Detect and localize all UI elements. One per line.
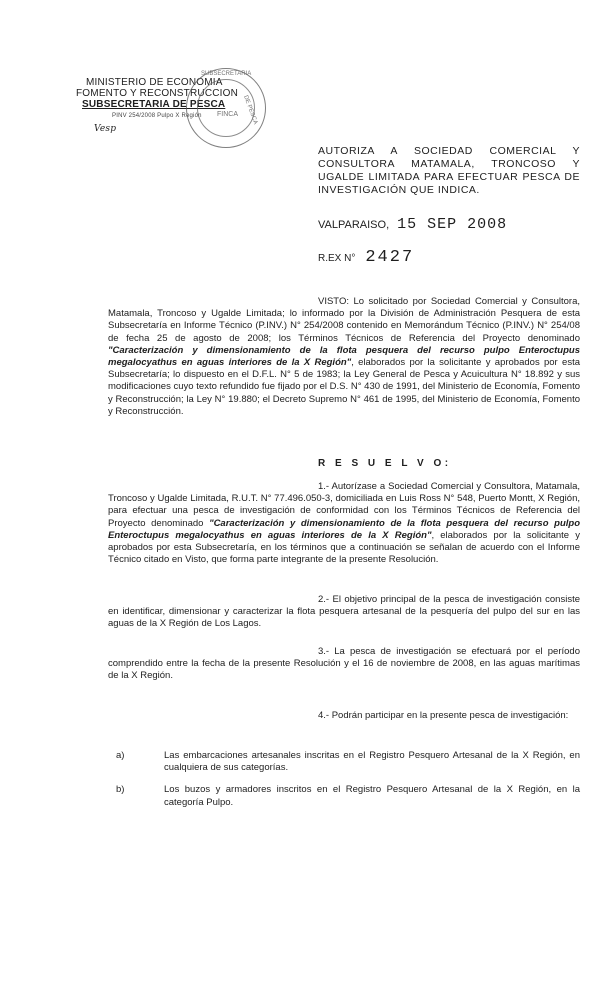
list-marker: a): [116, 750, 125, 761]
visto-label: VISTO:: [318, 296, 349, 307]
resolution-item-2: 2.- El objetivo principal de la pesca de investigación consiste en identificar, dimensionar y caracterizar la flota pesquera artesanal de la pesquería del pulpo del sur en las aguas de la X Región de Los Lagos.: [108, 594, 580, 630]
list-item: [108, 750, 580, 774]
resuelvo-heading: R E S U E L V O:: [318, 458, 452, 469]
document-title: AUTORIZA A SOCIEDAD COMERCIAL Y CONSULTORA MATAMALA, TRONCOSO Y UGALDE LIMITADA PARA EFECTUAR PESCA DE INVESTIGACIÓN QUE INDICA.: [318, 145, 580, 196]
list-item: [108, 784, 580, 808]
date-city: VALPARAISO,: [318, 219, 390, 231]
visto-project-name: "Caracterización y dimensionamiento de la flota pesquera del recurso pulpo Enteroctupus megalocyathus en aguas interiores de la X Región": [108, 344, 580, 369]
ministry-line-2: FOMENTO Y RECONSTRUCCION: [76, 88, 239, 99]
rex-number: 2427: [365, 248, 415, 267]
document-date: [318, 216, 507, 233]
item-1-rest: , elaborados por la solicitante y aprobados por esta Subsecretaría, en los términos que a continuación se señalan de acuerdo con el Informe Técnico citado en Visto, que forma parte integrante de la presente Resolución.: [108, 529, 580, 566]
rex-label: R.EX N°: [318, 253, 356, 264]
resolution-item-4: 4.- Podrán participar en la presente pesca de investigación:: [318, 710, 569, 721]
stamp-text-right: DE PESCA: [242, 94, 259, 126]
stamp-text-mid: FINCA: [217, 111, 238, 118]
date-stamped: 15 SEP 2008: [397, 216, 508, 233]
list-marker: b): [116, 784, 125, 796]
visto-paragraph: [108, 296, 580, 418]
item-4-list: [108, 750, 580, 809]
stamp-text-top: SUBSECRETARIA: [201, 71, 252, 77]
list-item-text: Los buzos y armadores inscritos en el Registro Pesquero Artesanal de la X Región, en la categoría Pulpo.: [164, 784, 580, 808]
resolution-item-1: [108, 481, 580, 566]
item-1-lead: 1.- Autorízase a Sociedad Comercial y Consultora, Matamala, Troncoso y Ugalde Limitada, R.U.T. N° 77.496.050-3, domiciliada en Luis Ross N° 548, Puerto Montt, X Región, para efectuar una pesca de investigación de conformidad con los Términos Técnicos de Referencia del Proyecto denominado: [108, 481, 580, 529]
header-initials: Vesp: [94, 124, 117, 134]
resolution-number: [318, 248, 414, 267]
list-item-text: Las embarcaciones artesanales inscritas en el Registro Pesquero Artesanal de la X Región, en cualquiera de sus categorías.: [164, 750, 580, 774]
visto-text-2: , elaborados por la solicitante y aprobados por esta Subsecretaría; lo dispuesto en el D.F.L. N° 5 de 1983; la Ley General de Pesca y Acuicultura N° 18.892 y sus modificaciones cuyo texto refundido fue fijado por el D.S. N° 430 de 1991, del Ministerio de Economía, Fomento y Reconstrucción; la Ley N° 19.880; el Decreto Supremo N° 461 de 1995, del Ministerio de Economía, Fomento y Reconstrucción.: [108, 357, 580, 417]
visto-text-1: Lo solicitado por Sociedad Comercial y Consultora, Matamala, Troncoso y Ugalde Limitada; lo informado por la División de Administración Pesquera de esta Subsecretaría en Informe Técnico (P.INV.) N° 254/2008 contenido en Memorándum Técnico (P.INV.) N° 254/08 de fecha 25 de agosto de 2008; los Términos Técnicos de Referencia del Proyecto denominado: [108, 296, 581, 344]
header-reference: PINV 254/2008 Pulpo X Región: [112, 113, 202, 119]
ministry-line-1: MINISTERIO DE ECONOMIA: [86, 77, 223, 88]
item-1-project-name: "Caracterización y dimensionamiento de la flota pesquera del recurso pulpo Enteroctupus megalocyathus en aguas interiores de la X Región": [108, 517, 581, 541]
subsecretaria-line: SUBSECRETARIA DE PESCA: [82, 99, 226, 110]
official-stamp: [186, 68, 266, 148]
resolution-item-3: 3.- La pesca de investigación se efectuará por el período comprendido entre la fecha de la presente Resolución y el 16 de noviembre de 2008, en las aguas marítimas de la X Región.: [108, 646, 580, 682]
